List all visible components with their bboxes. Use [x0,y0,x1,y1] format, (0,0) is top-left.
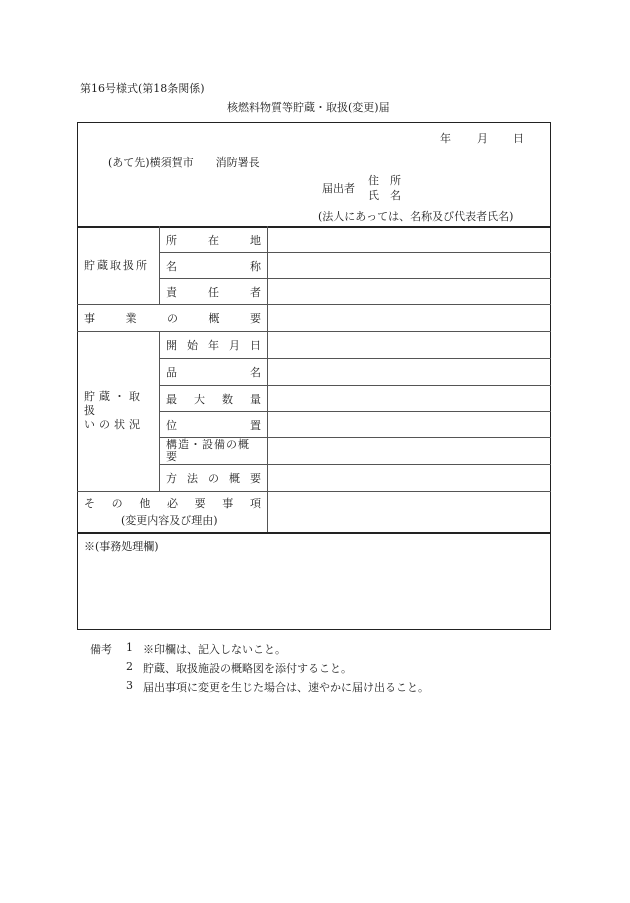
method-overview-label [166,465,261,491]
label-char: 項 [249,497,261,510]
remark-number: 1 [126,641,133,654]
start-date-label [166,332,261,358]
label-char: 開 [166,339,177,352]
label-char: 要 [250,472,261,485]
remark-text: 貯蔵、取扱施設の概略図を添付すること。 [143,662,352,675]
label-char: 数 [222,392,233,406]
label-char: 任 [208,285,219,299]
address-label: 住 所 [368,174,401,187]
label-char: 品 [166,366,177,379]
label-char: 所 [166,233,177,247]
other-matters-field[interactable] [268,492,550,532]
label-line: 貯蔵・取扱 [84,390,144,417]
method-overview-field[interactable] [268,465,550,491]
date-month-label: 月 [477,132,488,145]
label-char: 置 [250,418,261,432]
remark-text: 届出事項に変更を生じた場合は、速やかに届け出ること。 [143,681,429,694]
label-char: 概 [208,312,220,325]
storage-place-label: 貯蔵取扱所 [84,259,149,272]
product-name-field[interactable] [268,359,550,385]
form-id: 第16号様式(第18条関係) [80,82,205,95]
remark-text: ※印欄は、記入しないこと。 [143,643,286,656]
label-char: 要 [250,312,261,325]
label-line: 要 [166,450,178,463]
business-overview-field[interactable] [268,305,550,331]
label-line: 構造・設備の概 [166,438,250,451]
divider [159,331,160,491]
location-field[interactable] [268,227,550,252]
other-matters-sublabel: (変更内容及び理由) [121,514,218,527]
label-char: 必 [166,497,178,510]
label-char: 法 [187,472,198,485]
label-char: 名 [250,366,261,379]
date-day-label: 日 [513,132,524,145]
label-char: 最 [166,392,177,406]
label-char: 日 [250,339,261,352]
corporate-note: (法人にあっては、名称及び代表者氏名) [318,210,514,223]
label-char: の [208,472,219,485]
other-matters-label [84,494,261,512]
divider [159,226,160,304]
label-char: 始 [187,339,198,352]
facility-name-field[interactable] [268,253,550,278]
label-char: の [167,312,178,325]
structure-overview-label [166,438,261,464]
addressee: (あて先)横須賀市 消防署長 [108,156,260,169]
label-char: 要 [194,497,206,510]
max-quantity-label [166,386,261,411]
notifier-label: 届出者 [322,182,355,195]
label-char: 量 [250,392,261,406]
remarks-heading: 備考 [90,643,112,656]
label-char: 在 [208,233,219,247]
label-char: 事 [222,497,234,510]
form-title: 核燃料物質等貯蔵・取扱(変更)届 [227,101,390,114]
product-name-label [166,359,261,385]
label-char: 者 [250,285,261,299]
label-char: 名 [166,259,177,273]
manager-label [166,279,261,304]
label-line: いの状況 [84,418,144,431]
label-char: 月 [229,339,240,352]
label-char: 他 [139,497,151,510]
manager-field[interactable] [268,279,550,304]
label-char: 責 [166,285,177,299]
label-char: の [111,497,123,510]
label-char: 年 [208,339,219,352]
label-char: 方 [166,472,177,485]
position-label [166,412,261,437]
label-char: 業 [125,312,137,325]
remark-number: 2 [126,660,133,673]
date-year-label: 年 [440,132,451,145]
label-char: 称 [250,259,261,273]
location-label [166,227,261,252]
label-char: 地 [250,233,261,247]
business-overview-label [84,305,261,331]
position-field[interactable] [268,412,550,437]
label-char: 位 [166,418,177,432]
label-char: 大 [194,392,205,406]
facility-name-label [166,253,261,278]
storage-status-label [84,331,156,491]
office-use-label: ※(事務処理欄) [84,540,159,553]
structure-overview-field[interactable] [268,438,550,464]
label-char: 事 [84,312,95,325]
max-quantity-field[interactable] [268,386,550,411]
label-char: 概 [229,472,240,485]
divider [77,532,551,534]
remark-number: 3 [126,679,133,692]
start-date-field[interactable] [268,332,550,358]
label-char: そ [84,497,95,510]
name-label: 氏 名 [368,189,401,202]
